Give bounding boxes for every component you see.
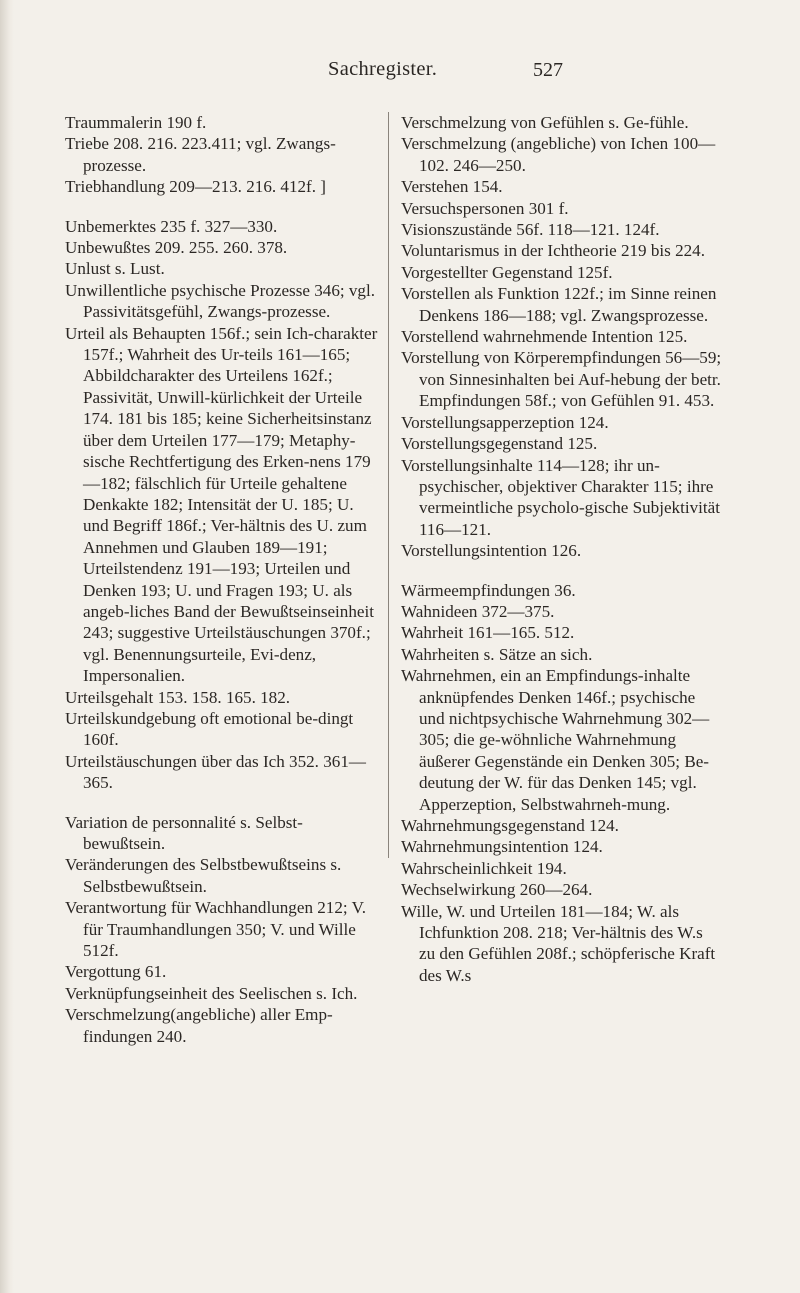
page-header <box>0 58 800 84</box>
index-column-right <box>401 112 723 986</box>
index-entry: Wahrheiten s. Sätze an sich. <box>401 644 593 664</box>
index-entry: Vorstellen als Funktion 122f.; im Sinne reinen Denkens 186—188; vgl. Zwangsprozesse. <box>401 284 717 325</box>
page-number: 527 <box>533 59 563 81</box>
index-column-left <box>65 112 380 1047</box>
index-entry: Verschmelzung (angebliche) von Ichen 100—102. 246—250. <box>401 134 716 175</box>
index-entry: Vorstellend wahrnehmende Intention 125. <box>401 327 688 347</box>
index-entry: Verschmelzung von Gefühlen s. Ge-fühle. <box>401 113 689 132</box>
index-entry: Vorstellungsintention 126. <box>401 541 582 561</box>
index-entry: Triebe 208. 216. 223.411; vgl. Zwangs-prozesse. <box>65 134 336 175</box>
running-title: Sachregister. <box>328 58 438 80</box>
index-entry: Wärmeempfindungen 36. <box>401 580 576 600</box>
index-entry: Vorstellung von Körperempfindungen 56—59; von Sinnesinhalten bei Auf-hebung der betr. Empfindungen 58f.; von Gefühlen 91. 453. <box>401 348 722 411</box>
index-entry: Voluntarismus in der Ichtheorie 219 bis 224. <box>401 241 706 261</box>
index-letter-group <box>65 216 380 794</box>
index-entry: Wahrnehmen, ein an Empfindungs-inhalte anknüpfendes Denken 146f.; psychische und nichtpsychische Wahrnehmung 302—305; die ge-wöhnliche Wahrnehmung äußerer Gegenstände ein Denken 305; Be-deutung der W. für das Denken 145; vgl. Apperzeption, Selbstwahrneh-mung. <box>401 666 710 814</box>
index-entry: Veränderungen des Selbstbewußtseins s. Selbstbewußtsein. <box>65 855 342 896</box>
index-entry: Urteilsgehalt 153. 158. 165. 182. <box>65 687 291 707</box>
column-divider <box>388 112 389 858</box>
index-entry: Verantwortung für Wachhandlungen 212; V. für Traumhandlungen 350; V. und Wille 512f. <box>65 898 367 961</box>
index-entry: Verstehen 154. <box>401 177 503 197</box>
index-letter-group <box>65 812 380 1047</box>
index-entry: Unwillentliche psychische Prozesse 346; vgl. Passivitätsgefühl, Zwangs-prozesse. <box>65 280 375 322</box>
index-entry: Vorstellungsinhalte 114—128; ihr un-psychischer, objektiver Charakter 115; ihre vermeintliche psycholo-gische Subjektivität 116—121. <box>401 455 720 539</box>
index-entry: Wahrnehmungsintention 124. <box>401 837 603 857</box>
index-entry: Vorstellungsapperzeption 124. <box>401 412 609 432</box>
index-entry: Visionszustände 56f. 118—121. 124f. <box>401 220 660 240</box>
index-letter-group <box>401 112 723 562</box>
index-entry: Urteilstäuschungen über das Ich 352. 361—365. <box>65 751 366 793</box>
index-entry: Vergottung 61. <box>65 962 167 982</box>
index-entry: Triebhandlung 209—213. 216. 412f. ] <box>65 177 326 197</box>
index-letter-group <box>401 580 723 987</box>
index-entry: Variation de personnalité s. Selbst-bewußtsein. <box>65 812 303 853</box>
index-entry: Wille, W. und Urteilen 181—184; W. als Ichfunktion 208. 218; Ver-hältnis des W.s zu den Gefühlen 208f.; schöpferische Kraft des W.s <box>401 901 716 985</box>
index-entry: Urteilskundgebung oft emotional be-dingt 160f. <box>65 708 354 750</box>
index-entry: Unbemerktes 235 f. 327—330. <box>65 216 278 236</box>
index-entry: Traummalerin 190 f. <box>65 113 207 132</box>
index-entry: Wahrnehmungsgegenstand 124. <box>401 816 619 835</box>
index-entry: Wahnideen 372—375. <box>401 601 555 621</box>
index-entry: Verschmelzung(angebliche) aller Emp-findungen 240. <box>65 1005 333 1046</box>
index-entry: Wahrscheinlichkeit 194. <box>401 858 567 878</box>
index-entry: Vorgestellter Gegenstand 125f. <box>401 262 613 282</box>
index-entry: Vorstellungsgegenstand 125. <box>401 434 598 454</box>
index-entry: Unbewußtes 209. 255. 260. 378. <box>65 238 288 258</box>
index-entry: Unlust s. Lust. <box>65 259 165 279</box>
page-binding-edge <box>0 0 14 1293</box>
index-entry: Urteil als Behaupten 156f.; sein Ich-charakter 157f.; Wahrheit des Ur-teils 161—165; Abbildcharakter des Urteilens 162f.; Passivität, Unwill-kürlichkeit der Urteile 174. 181 bis 185; keine Sicherheitsinstanz über dem Urteilen 177—179; Metaphy-sische Rechtfertigung des Erken-nens 179—182; fälschlich für Urteile gehaltene Denkakte 182; Intensität der U. 185; U. und Begriff 186f.; Ver-hältnis des U. zum Annehmen und Glauben 189—191; Urteilstendenz 191—193; Urteilen und Denken 193; U. und Fragen 193; U. als angeb-liches Band der Bewußtseinseinheit 243; suggestive Urteilstäuschungen 370f.; vgl. Benennungsurteile, Evi-denz, Impersonalien. <box>65 323 378 686</box>
index-entry: Wahrheit 161—165. 512. <box>401 623 575 643</box>
index-entry: Wechselwirkung 260—264. <box>401 880 593 900</box>
index-entry: Verknüpfungseinheit des Seelischen s. Ich. <box>65 983 358 1003</box>
index-entry: Versuchspersonen 301 f. <box>401 198 569 218</box>
index-letter-group <box>65 112 380 198</box>
